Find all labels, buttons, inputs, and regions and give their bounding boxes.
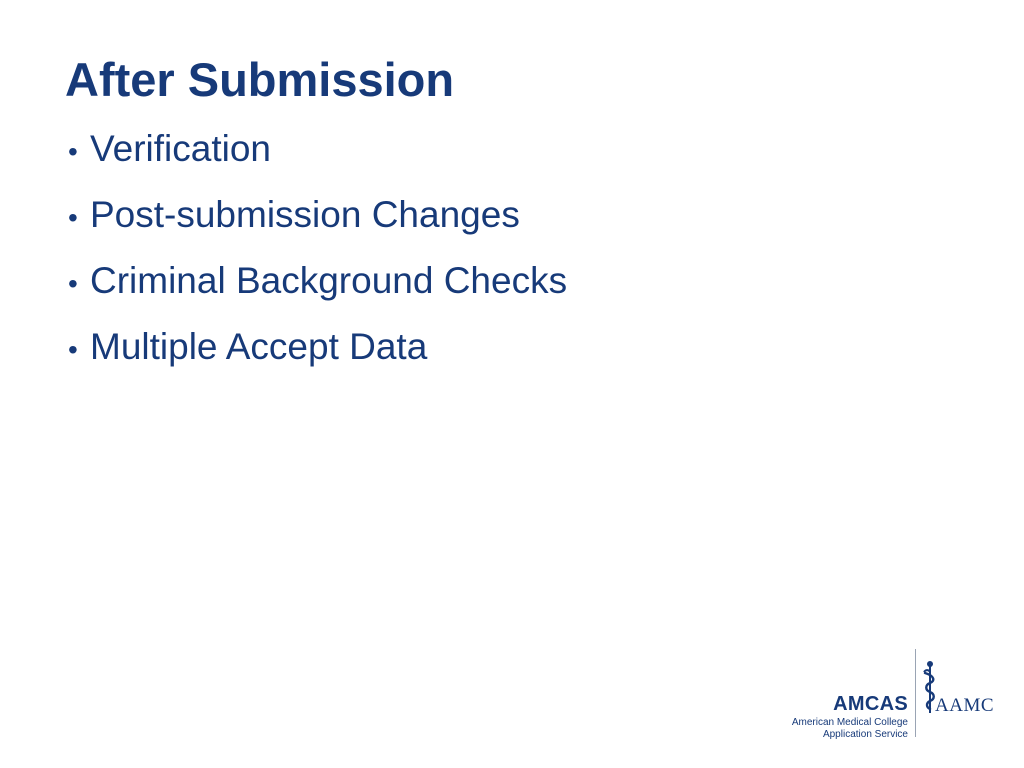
bullet-item xyxy=(68,324,567,390)
bullet-text: Post-submission Changes xyxy=(90,194,520,235)
aamc-wordmark: AAMC xyxy=(935,695,995,716)
amcas-subtitle xyxy=(792,717,908,741)
bullet-icon: • xyxy=(68,334,78,365)
bullet-icon: • xyxy=(68,136,78,167)
bullet-item xyxy=(68,258,567,324)
bullet-icon: • xyxy=(68,202,78,233)
bullet-icon: • xyxy=(68,268,78,299)
bullet-list xyxy=(68,126,567,390)
amcas-subtitle-line: American Medical College xyxy=(791,717,908,728)
slide-title: After Submission xyxy=(65,53,455,106)
amcas-subtitle-line: Application Service xyxy=(822,729,908,740)
bullet-text: Multiple Accept Data xyxy=(90,326,428,367)
amcas-wordmark: AMCAS xyxy=(833,693,908,715)
bullet-text: Criminal Background Checks xyxy=(90,260,568,301)
amcas-aamc-logo xyxy=(791,645,1012,741)
logo-divider xyxy=(915,649,916,737)
bullet-item xyxy=(68,126,567,192)
bullet-item xyxy=(68,192,567,258)
bullet-text: Verification xyxy=(90,128,271,169)
